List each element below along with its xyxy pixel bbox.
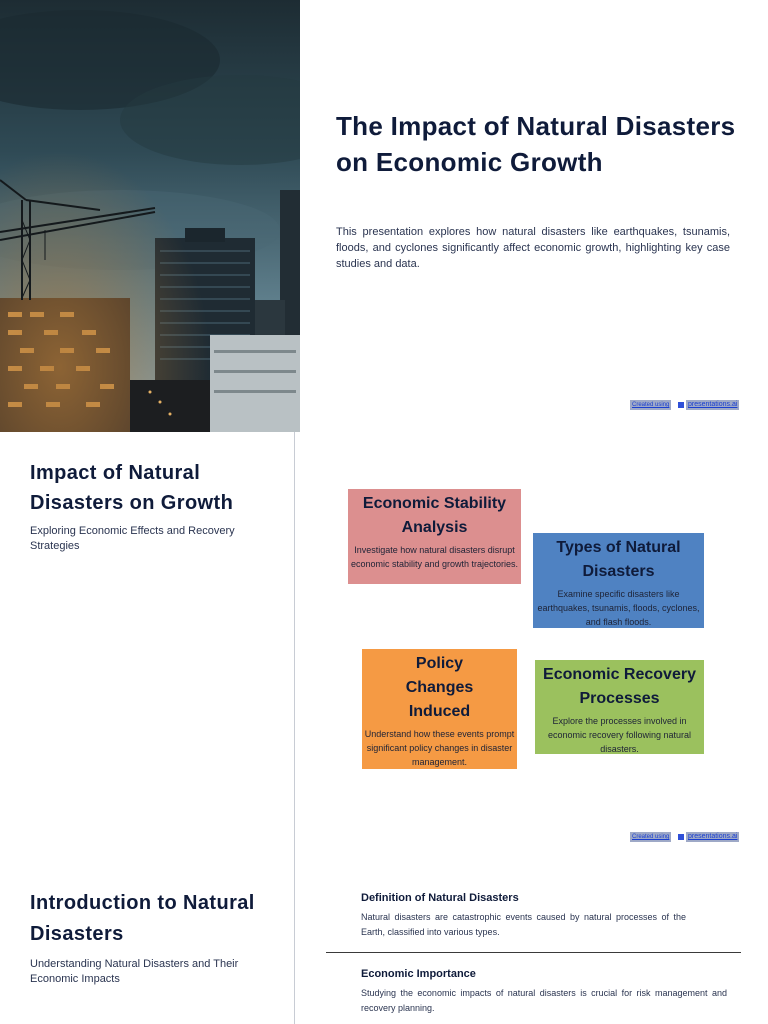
card-title: Economic Recovery Processes (543, 666, 696, 707)
credit-label: Created using (632, 402, 670, 408)
title-slide (0, 0, 768, 432)
presentation-title: The Impact of Natural Disasters on Economic Growth (336, 111, 736, 177)
impact-overview-slide (0, 432, 768, 864)
card-text: Examine specific disasters like earthquakes, tsunamis, floods, cyclones, and flash floods. (537, 589, 700, 627)
card-text: Understand how these events prompt significant policy changes in disaster management. (364, 729, 515, 767)
section-divider (326, 952, 741, 953)
credit-label: Created using (632, 834, 670, 840)
card-text: Explore the processes involved in economic recovery following natural disasters. (547, 716, 692, 754)
card-policy-changes (362, 649, 517, 769)
slide-title: Impact of Natural Disasters on Growth (30, 462, 234, 514)
presentations-logo-icon (678, 834, 684, 840)
slide-title: Introduction to Natural Disasters (30, 892, 255, 945)
card-title: Types of Natural Disasters (556, 539, 681, 580)
card-title: Economic Stability Analysis (362, 495, 507, 536)
presentations-logo-icon (678, 402, 684, 408)
credit-link[interactable]: presentations.ai (688, 401, 738, 408)
card-title: Policy Changes Induced (405, 655, 474, 720)
card-types-of-disasters (533, 533, 704, 628)
presentation-description: This presentation explores how natural disasters like earthquakes, tsunamis, floods, and cyclones significantly affect economic growth, highlighting key case studies and data. (336, 226, 730, 270)
credit-badge[interactable] (630, 832, 748, 842)
card-text: Investigate how natural disasters disrupt economic stability and growth trajectories. (350, 545, 519, 569)
credit-link[interactable]: presentations.ai (688, 833, 738, 840)
divider-line (294, 864, 295, 1024)
introduction-slide (0, 864, 768, 1024)
slide-subtitle: Exploring Economic Effects and Recovery Strategies (30, 525, 235, 552)
divider-line (294, 432, 295, 864)
credit-badge[interactable] (630, 400, 748, 410)
card-economic-stability (348, 489, 521, 584)
card-economic-recovery (535, 660, 704, 754)
section-heading-economic-importance: Economic Importance (361, 968, 476, 980)
cityscape-construction-photo (0, 0, 300, 432)
slide-subtitle: Understanding Natural Disasters and Their Economic Impacts (30, 958, 239, 985)
section-text-definition: Natural disasters are catastrophic events caused by natural processes of the Earth, classified into various types. (361, 912, 686, 937)
section-text-economic-importance: Studying the economic impacts of natural disasters is crucial for risk management and recovery planning. (361, 988, 727, 1013)
section-heading-definition: Definition of Natural Disasters (361, 892, 519, 904)
